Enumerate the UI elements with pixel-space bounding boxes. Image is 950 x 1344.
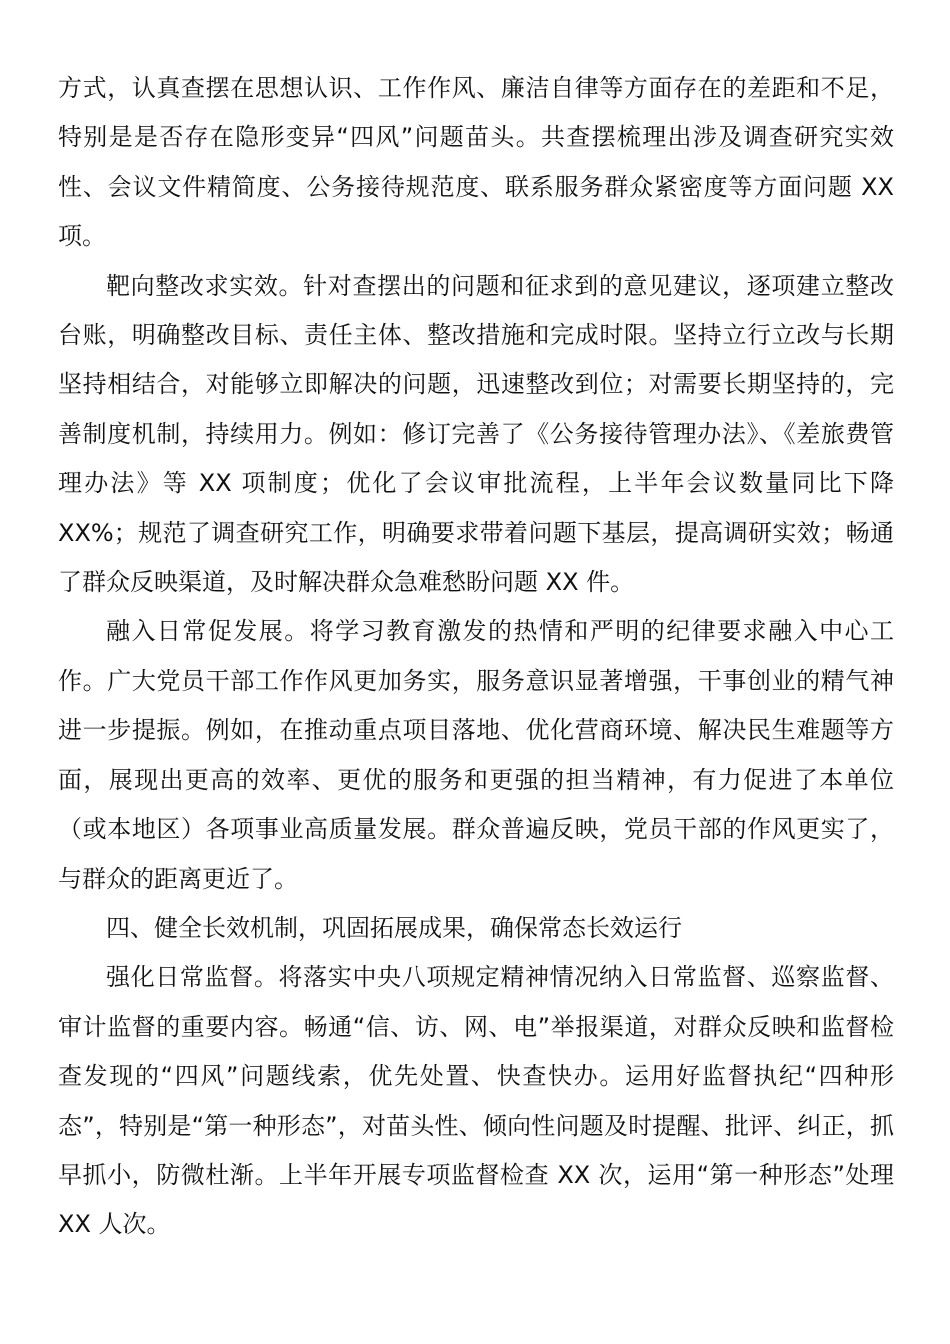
document-body <box>58 64 894 1250</box>
paragraph-targeted-rectification: 靶向整改求实效。针对查摆出的问题和征求到的意见建议，逐项建立整改台账，明确整改目标、责任主体、整改措施和完成时限。坚持立行立改与长期坚持相结合，对能够立即解决的问题，迅速整改到位；对需要长期坚持的，完善制度机制，持续用力。例如：修订完善了《公务接待管理办法》、《差旅费管理办法》等 XX 项制度；优化了会议审批流程，上半年会议数量同比下降 XX%；规范了调查研究工作，明确要求带着问题下基层，提高调研实效；畅通了群众反映渠道，及时解决群众急难愁盼问题 XX 件。 <box>58 271 894 597</box>
section-heading: 四、健全长效机制，巩固拓展成果，确保常态长效运行 <box>106 913 682 942</box>
paragraph-daily-supervision: 强化日常监督。将落实中央八项规定精神情况纳入日常监督、巡察监督、审计监督的重要内容。畅通“信、访、网、电”举报渠道，对群众反映和监督检查发现的“四风”问题线索，优先处置、快查快办。运用好监督执纪“四种形态”，特别是“第一种形态”，对苗头性、倾向性问题及时提醒、批评、纠正，抓早抓小，防微杜渐。上半年开展专项监督检查 XX 次，运用“第一种形态”处理 XX 人次。 <box>58 963 894 1239</box>
paragraph-integration-into-daily-work: 融入日常促发展。将学习教育激发的热情和严明的纪律要求融入中心工作。广大党员干部工作作风更加务实，服务意识显著增强，干事创业的精气神进一步提振。例如，在推动重点项目落地、优化营商环境、解决民生难题等方面，展现出更高的效率、更优的服务和更强的担当精神，有力促进了本单位（或本地区）各项事业高质量发展。群众普遍反映，党员干部的作风更实了，与群众的距离更近了。 <box>58 617 894 893</box>
paragraph-continuation: 方式，认真查摆在思想认识、工作作风、廉洁自律等方面存在的差距和不足，特别是是否存在隐形变异“四风”问题苗头。共查摆梳理出涉及调查研究实效性、会议文件精简度、公务接待规范度、联系服务群众紧密度等方面问题 XX 项。 <box>58 74 894 251</box>
